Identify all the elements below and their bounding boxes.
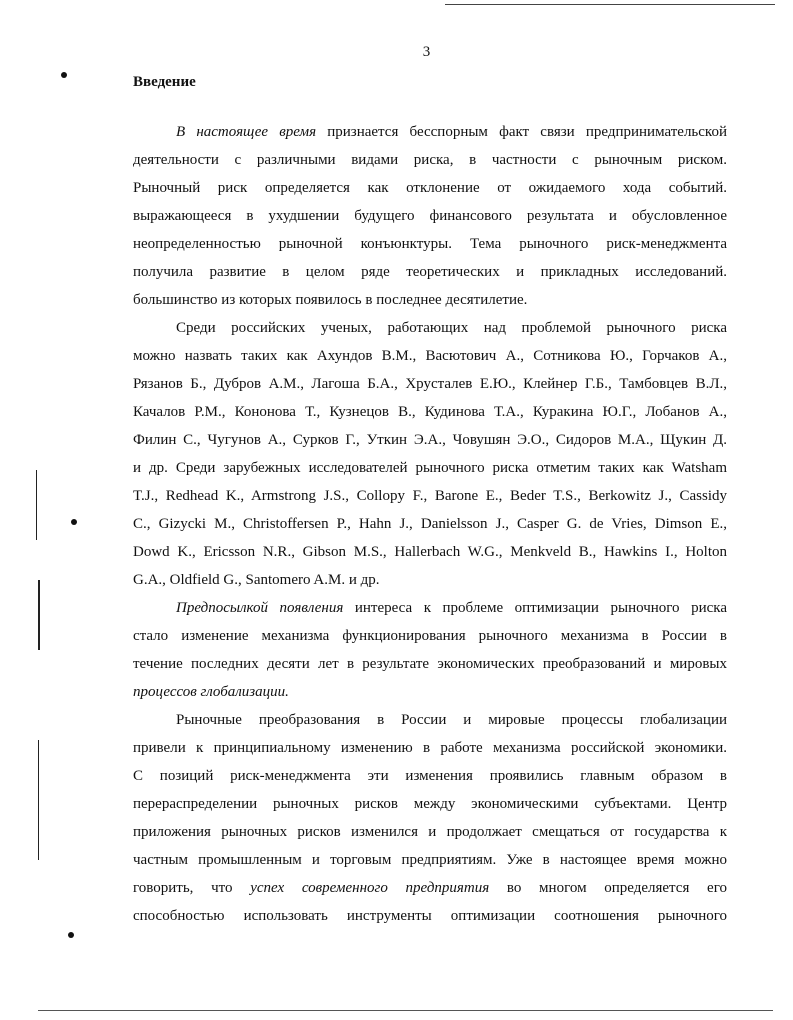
top-edge-rule	[445, 4, 775, 5]
paragraph-line: Качалов Р.М., Кононова Т., Кузнецов В., Кудинова Т.А., Куракина Ю.Г., Лобанов А.,	[133, 404, 727, 420]
paragraph-line: Рыночный риск определяется как отклонение от ожидаемого хода событий.	[133, 180, 727, 196]
paragraph-line: процессов глобализации.	[133, 684, 289, 700]
paragraph-line: C., Gizycki M., Christoffersen P., Hahn J., Danielsson J., Casper G. de Vries, Dimson E.,	[133, 516, 727, 532]
italic-phrase: Предпосылкой появления	[176, 600, 344, 616]
paragraph-line: течение последних десяти лет в результате экономических преобразований и мировых	[133, 656, 727, 672]
paragraph-line: перераспределении рыночных рисков между экономическими субъектами. Центр	[133, 796, 727, 812]
paragraph-line: можно назвать таких как Ахундов В.М., Васютович А., Сотникова Ю., Горчаков А.,	[133, 348, 727, 364]
paragraph-line: приложения рыночных рисков изменился и продолжает смещаться от государства к	[133, 824, 727, 840]
body-text	[133, 118, 727, 930]
scan-edge-mark	[36, 470, 37, 540]
paragraph-line: G.A., Oldfield G., Santomero A.M. и др.	[133, 572, 380, 588]
paragraph-line: неопределенностью рыночной конъюнктуры. Тема рыночного риск-менеджмента	[133, 236, 727, 252]
paragraph-line: Рыночные преобразования в России и мировые процессы глобализации	[176, 712, 727, 728]
paragraph-line: T.J., Redhead K., Armstrong J.S., Collopy F., Barone E., Beder T.S., Berkowitz J., Cassidy	[133, 488, 727, 504]
italic-phrase: успех современного предприятия	[250, 880, 490, 896]
italic-phrase: В настоящее время	[176, 124, 317, 140]
punch-hole-mark-middle	[71, 519, 77, 525]
paragraph-line: получила развитие в целом ряде теоретических и прикладных исследований.	[133, 264, 727, 280]
page-number: 3	[422, 44, 431, 60]
bottom-edge-rule	[38, 1010, 773, 1011]
scan-edge-mark	[38, 580, 40, 650]
paragraph-line: Предпосылкой появления интереса к проблеме оптимизации рыночного риска	[176, 600, 727, 616]
paragraph-line: С позиций риск-менеджмента эти изменения проявились главным образом в	[133, 768, 727, 784]
paragraph-line: стало изменение механизма функционирования рыночного механизма в России в	[133, 628, 727, 644]
paragraph-line: способностью использовать инструменты оптимизации соотношения рыночного	[133, 908, 727, 924]
paragraph-line: Dowd K., Ericsson N.R., Gibson M.S., Hallerbach W.G., Menkveld B., Hawkins I., Holton	[133, 544, 727, 560]
punch-hole-mark-bottom	[68, 932, 74, 938]
punch-hole-mark-top	[61, 72, 67, 78]
paragraph-line: деятельности с различными видами риска, в частности с рыночным риском.	[133, 152, 727, 168]
scan-edge-mark	[38, 740, 39, 860]
section-heading: Введение	[133, 74, 196, 90]
paragraph-line: и др. Среди зарубежных исследователей рыночного риска отметим таких как Watsham	[133, 460, 727, 476]
paragraph-line: В настоящее время признается бесспорным факт связи предпринимательской	[176, 124, 727, 140]
paragraph-line: большинство из которых появилось в последнее десятилетие.	[133, 292, 528, 308]
paragraph-line: Среди российских ученых, работающих над проблемой рыночного риска	[176, 320, 727, 336]
paragraph-line: говорить, что успех современного предприятия во многом определяется его	[133, 880, 727, 896]
paragraph-line: частным промышленным и торговым предприятиям. Уже в настоящее время можно	[133, 852, 727, 868]
paragraph-line: привели к принципиальному изменению в работе механизма российской экономики.	[133, 740, 727, 756]
paragraph-line: Рязанов Б., Дубров А.М., Лагоша Б.А., Хрусталев Е.Ю., Клейнер Г.Б., Тамбовцев В.Л.,	[133, 376, 727, 392]
paragraph-line: выражающееся в ухудшении будущего финансового результата и обусловленное	[133, 208, 727, 224]
paragraph-line: Филин С., Чугунов А., Сурков Г., Уткин Э.А., Човушян Э.О., Сидоров М.А., Щукин Д.	[133, 432, 727, 448]
